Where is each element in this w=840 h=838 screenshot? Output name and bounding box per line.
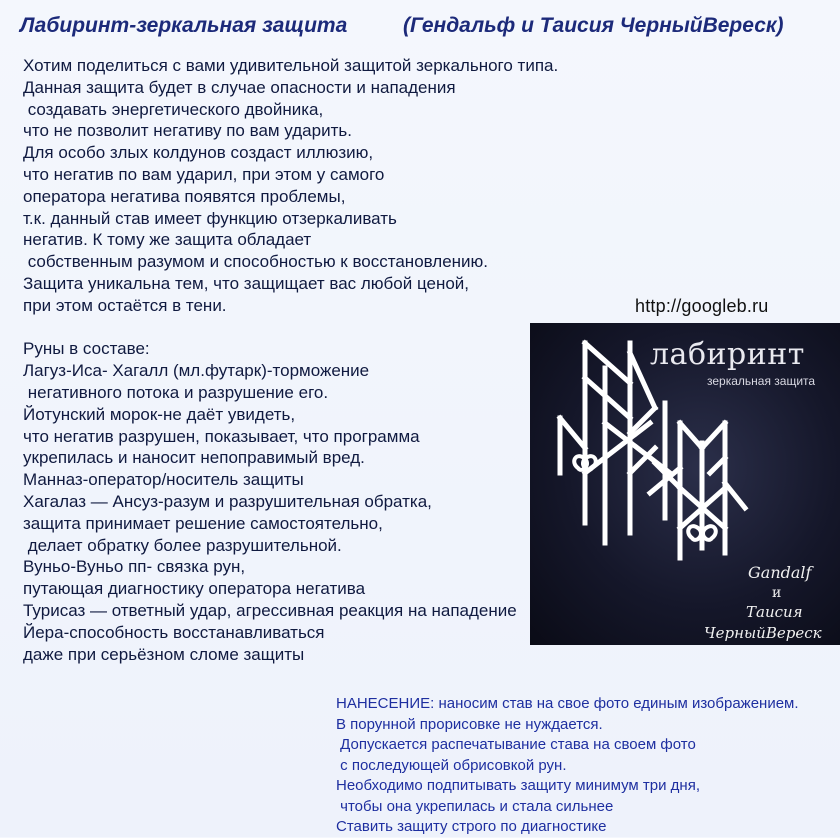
rune-image-panel <box>530 323 840 645</box>
text-line: Йера-способность восстанавливаться <box>23 622 325 642</box>
note-line: чтобы она укрепилась и стала сильнее <box>336 797 614 815</box>
text-line: Йотунский морок-не даёт увидеть, <box>23 404 296 424</box>
page-title: Лабиринт-зеркальная защита <box>20 14 348 37</box>
panel-author-name: Gandalf <box>748 563 812 582</box>
panel-title: лабиринт <box>650 337 805 372</box>
source-url: http://googleb.ru <box>635 296 769 316</box>
text-line: делает обратку более разрушительной. <box>23 535 342 555</box>
text-line: Лагуз-Иса- Хагалл (мл.футарк)-торможение <box>23 361 370 381</box>
authors-heading: (Гендальф и Таисия ЧерныйВереск) <box>403 14 784 37</box>
application-instructions <box>336 694 799 838</box>
note-line: В порунной прорисовке не нуждается. <box>336 715 603 733</box>
text-line: что не позволит негативу по вам ударить. <box>23 121 352 141</box>
text-line: укрепилась и наносит непоправимый вред. <box>23 448 365 468</box>
text-line: Для особо злых колдунов создаст иллюзию, <box>23 143 374 163</box>
text-line: путающая диагностику оператора негатива <box>23 579 366 599</box>
text-line: Вуньо-Вуньо пп- связка рун, <box>23 557 246 577</box>
note-line: с последующей обрисовкой рун. <box>336 756 567 774</box>
text-line: Манназ-оператор/носитель защиты <box>23 470 304 490</box>
panel-subtitle: зеркальная защита <box>707 374 816 388</box>
runes-heading: Руны в составе: <box>23 339 150 359</box>
text-line: Турисаз — ответный удар, агрессивная реакция на нападение <box>23 600 517 620</box>
text-line: защита принимает решение самостоятельно, <box>23 513 383 533</box>
text-line: Хотим поделиться с вами удивительной защитой зеркального типа. <box>23 56 559 75</box>
note-line: Ставить защиту строго по диагностике <box>336 818 607 835</box>
note-line: Допускается распечатывание става на своем фото <box>336 736 696 753</box>
text-line: оператора негатива появятся проблемы, <box>23 186 346 206</box>
text-line: даже при серьёзном сломе защиты <box>23 644 305 664</box>
text-line: негатив. К тому же защита обладает <box>23 230 312 250</box>
text-line: собственным разумом и способностью к восстановлению. <box>23 252 489 272</box>
text-line: создавать энергетического двойника, <box>23 99 324 119</box>
text-line: Данная защита будет в случае опасности и нападения <box>23 77 456 97</box>
text-line: негативного потока и разрушение его. <box>23 382 329 402</box>
panel-author-name: Таисия <box>746 603 803 621</box>
panel-author-name: ЧерныйВереск <box>704 624 822 642</box>
text-line: что негатив по вам ударил, при этом у самого <box>23 164 385 184</box>
text-line: при этом остаётся в тени. <box>23 295 227 315</box>
text-line: Защита уникальна тем, что защищает вас любой ценой, <box>23 273 470 293</box>
note-line: НАНЕСЕНИЕ: наносим став на свое фото единым изображением. <box>336 695 799 712</box>
blank-line <box>23 317 558 339</box>
panel-author-conjunction: и <box>772 585 782 601</box>
text-line: Хагалаз — Ансуз-разум и разрушительная обратка, <box>23 491 432 511</box>
note-line: Необходимо подпитывать защиту минимум три дня, <box>336 777 700 794</box>
description-text <box>23 55 558 665</box>
text-line: что негатив разрушен, показывает, что программа <box>23 426 420 446</box>
text-line: т.к. данный став имеет функцию отзеркаливать <box>23 208 397 228</box>
